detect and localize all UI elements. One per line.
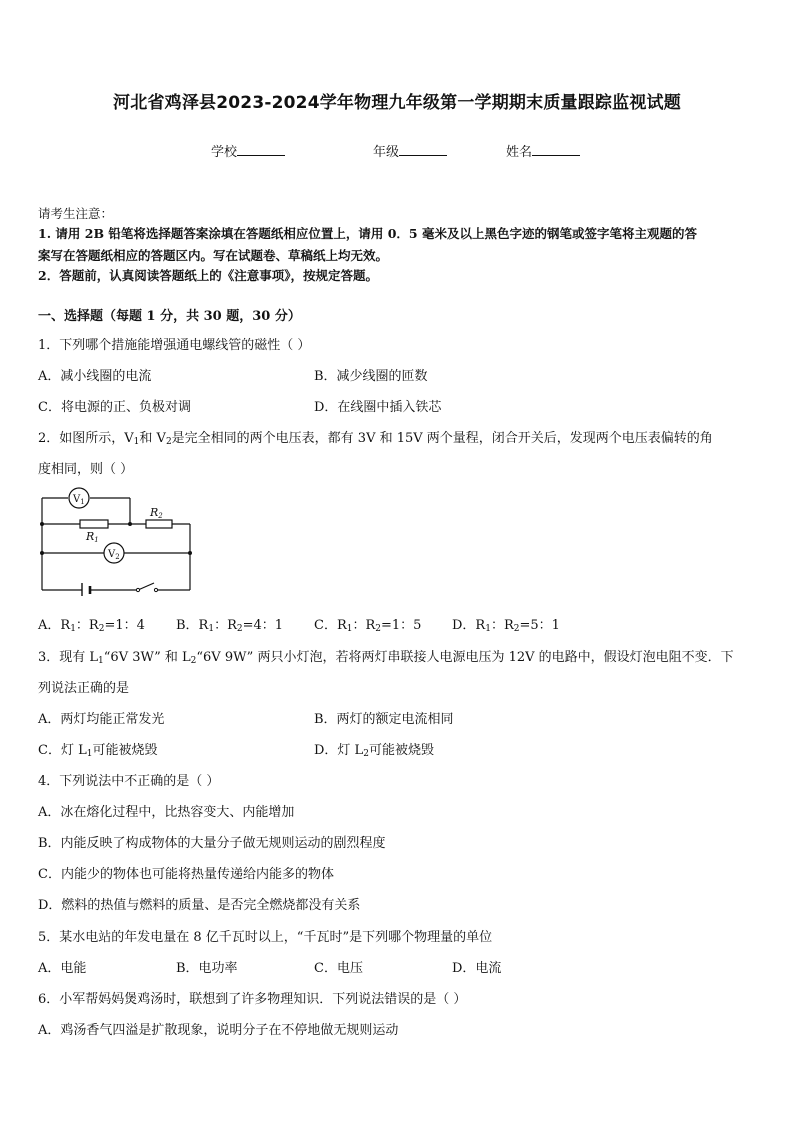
question-3-option-c: C．灯 $L_1$可能被烧毁 [38, 743, 158, 759]
notice-item-2: 2．答题前，认真阅读答题纸上的《注意事项》，按规定答题。 [38, 268, 378, 283]
question-6-option-a: A．鸡汤香气四溢是扩散现象，说明分子在不停地做无规则运动 [38, 1023, 399, 1038]
school-label: 学校 [211, 145, 238, 160]
question-3-option-d: D．灯 $L_2$可能被烧毁 [314, 743, 434, 759]
switch-icon [138, 583, 154, 590]
r2-label: R2 [150, 506, 163, 520]
question-5-stem: 5．某水电站的年发电量在 8 亿千瓦时以上，“千瓦时”是下列哪个物理量的单位 [38, 930, 493, 945]
question-5-option-d: D．电流 [452, 961, 502, 976]
question-3-option-a: A．两灯均能正常发光 [38, 712, 165, 727]
question-1-option-b: B．减少线圈的匝数 [314, 369, 428, 384]
question-2-stem-line-1: 2．如图所示，$V_1$和 $V_2$是完全相同的两个电压表，都有 3V 和 15V 两个量程，闭合开关后，发现两个电压表偏转的角 [38, 431, 713, 447]
question-4-stem: 4．下列说法中不正确的是（ ） [38, 774, 220, 789]
question-5-option-b: B．电功率 [176, 961, 238, 976]
notice-heading: 请考生注意： [38, 206, 114, 221]
name-field [506, 141, 580, 160]
question-4-option-c: C．内能少的物体也可能将热量传递给内能多的物体 [38, 867, 334, 882]
question-2-option-a: A．$R_1$：$R_2=1$：4 [38, 618, 145, 634]
circuit-diagram [38, 486, 198, 596]
grade-label: 年级 [373, 145, 400, 160]
question-3-stem-line-2: 列说法正确的是 [38, 681, 130, 696]
question-1-stem: 1．下列哪个措施能增强通电螺线管的磁性（ ） [38, 338, 311, 353]
section-heading: 一、选择题（每题 1 分，共 30 题，30 分） [38, 309, 301, 324]
question-2-option-d: D．$R_1$：$R_2=5$：1 [452, 618, 560, 634]
question-3-option-b: B．两灯的额定电流相同 [314, 712, 454, 727]
grade-field [373, 141, 447, 160]
name-label: 姓名 [506, 145, 533, 160]
question-5-option-c: C．电压 [314, 961, 363, 976]
question-4-option-d: D．燃料的热值与燃料的质量、是否完全燃烧都没有关系 [38, 898, 361, 913]
grade-blank [399, 143, 447, 156]
r2-resistor [146, 520, 172, 528]
question-1-option-a: A．减小线圈的电流 [38, 369, 152, 384]
notice-item-1-line-2: 案写在答题纸相应的答题区内。写在试题卷、草稿纸上均无效。 [38, 248, 389, 263]
question-2-option-c: C．$R_1$：$R_2=1$：5 [314, 618, 422, 634]
question-1-option-d: D．在线圈中插入铁芯 [314, 400, 442, 415]
question-4-option-a: A．冰在熔化过程中，比热容变大、内能增加 [38, 805, 295, 820]
notice-item-1-line-1: 1. 请用 2B 铅笔将选择题答案涂填在答题纸相应位置上，请用 0．5 毫米及以上黑色字迹的钢笔或签字笔将主观题的答 [38, 226, 697, 241]
r1-label: R1 [86, 530, 99, 544]
question-6-stem: 6．小军帮妈妈煲鸡汤时，联想到了许多物理知识．下列说法错误的是（ ） [38, 992, 467, 1007]
question-2-stem-line-2: 度相同，则（ ） [38, 462, 134, 477]
exam-title: 河北省鸡泽县2023-2024学年物理九年级第一学期期末质量跟踪监视试题 [113, 93, 681, 113]
question-4-option-b: B．内能反映了构成物体的大量分子做无规则运动的剧烈程度 [38, 836, 386, 851]
question-3-stem-line-1: 3．现有 $L_1“6V$ 3W” 和 $L_2“6V$ 9W” 两只小灯泡，若将两灯串联接人电源电压为 12V 的电路中，假设灯泡电阻不变．下 [38, 650, 734, 666]
r1-resistor [80, 520, 108, 528]
svg-text:V1: $V_1$ [73, 494, 85, 506]
name-blank [532, 143, 580, 156]
school-blank [237, 143, 285, 156]
question-2-option-b: B．$R_1$：$R_2=4$：1 [176, 618, 284, 634]
question-1-option-c: C．将电源的正、负极对调 [38, 400, 191, 415]
school-field [211, 141, 285, 160]
svg-text:V2: $V_2$ [108, 549, 120, 561]
question-5-option-a: A．电能 [38, 961, 87, 976]
